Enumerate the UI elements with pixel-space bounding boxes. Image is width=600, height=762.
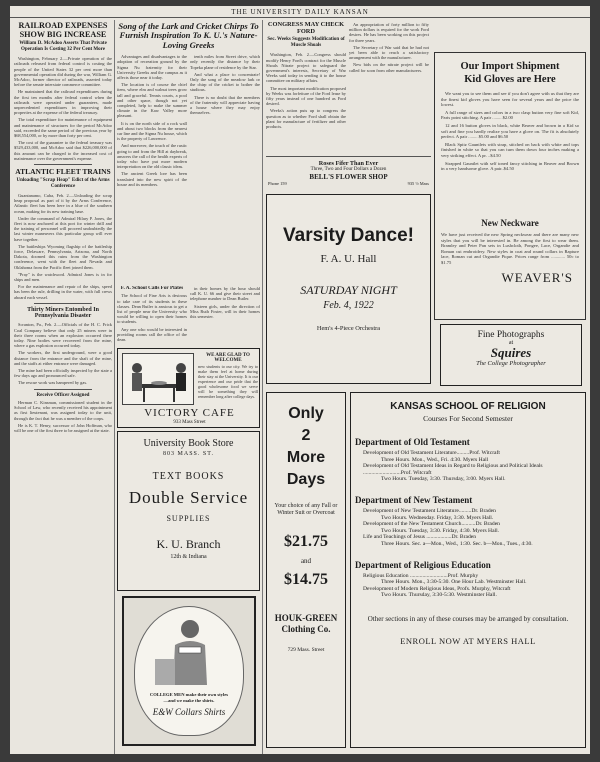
bookstore-double-service: Double Service (128, 488, 249, 507)
houk-name: HOUK-GREEN Clothing Co. (274, 613, 338, 634)
paragraph: Any one who would be interested in providing rooms call the office of the dean. (117, 326, 187, 343)
column-rule (114, 20, 115, 754)
photos-at: at (508, 340, 514, 346)
article-fine-arts-body (117, 293, 187, 342)
continued-body (190, 54, 260, 115)
column-1 (14, 22, 112, 752)
article-railroad-body (14, 56, 112, 161)
houk-green-ad (266, 392, 346, 748)
ad-oval (134, 606, 244, 736)
religion-title: KANSAS SCHOOL OF RELIGION (390, 401, 546, 412)
neckware-ad (434, 212, 586, 320)
course: Development of Modern Religious Ideas, Profs. Murphy, Witcraft (363, 585, 511, 592)
paragraph: Sixteen girls, under the direction of Miss Ruth Foster, will in their homes this semester. (190, 303, 260, 320)
bookstore-branch: K. U. Branch (156, 537, 221, 551)
dance-band: Hem's 4-Piece Orchestra (316, 325, 381, 332)
houk-price-1: $21.75 (284, 533, 328, 550)
bookstore-address: 803 MASS. ST. (163, 451, 214, 457)
bookstore-ad (117, 431, 260, 591)
squires-photo-ad (440, 324, 582, 386)
article-lark-body (117, 54, 187, 189)
course-schedule: Three Hours. Mon., 3:30-5:30. One Hour Lab. Westminster Hall. (381, 579, 527, 586)
paragraph: He maintained that the railroad expenditures during the first ten months after federal control when the railroads were operated under guarantees, made unprecedented expenditures in improving their properties at the expense of the federal treasury. (14, 89, 112, 116)
paragraph: The workers, the first underground, were a good distance from the entrance and the shaft of the mine, and the staffs at either entrance were damaged. (14, 350, 112, 366)
paragraph: The location is of course the chief item, where elm and walnut trees grow tall and graceful. Tennis courts, a pool and other space, though not yet completed, help to make the summer climate in the Kaw Valley more pleasant. (117, 82, 187, 119)
paragraph: The School of Fine Arts is desirous to take care of its students in these classes. Dean Butler is anxious to get a list of people near the University who would be willing to open their homes to students. (117, 293, 187, 325)
religion-ad (350, 392, 586, 748)
paragraph: Advantages and disadvantages to the adoption of recreation ground by the Sigma Nu fraternity for their University Greeks and the campus as it affects those near it today. (117, 54, 187, 81)
roses-shop: BELL'S FLOWER SHOP (309, 173, 388, 181)
headline-officer: Receive Officer Assigned (36, 392, 90, 398)
divider (34, 164, 92, 165)
religion-enroll: ENROLL NOW AT MYERS HALL (400, 635, 536, 646)
college-man-illustration (135, 607, 245, 687)
course-schedule: Two Hours. Tuesday, 3:30. Thursday, 3:00. Myers Hall. (381, 476, 506, 483)
article-atlantic-body (14, 193, 112, 300)
paragraph: "Pray" is the watchword. Admiral Jones is in for ships and men. (14, 271, 112, 282)
paragraph: And what a place to concentrate! Only the song of the meadow lark or the chirp of the cricket to bother the studious. (190, 71, 260, 93)
column-2-top (117, 22, 260, 325)
ad-slogan: COLLEGE MEN make their own styles—and we make the shirts. (149, 692, 229, 703)
import-body (435, 85, 585, 172)
ad-brand: E&W Collars Shirts (152, 707, 226, 718)
paragraph: There is no doubt that the members of the fraternity will appreciate having a house where they may enjoy themselves. (190, 94, 260, 116)
bookstore-supplies: SUPPLIES (166, 514, 211, 523)
houk-choice: Your choice of any Fall or Winter Suit or Overcoat (274, 503, 338, 516)
paragraph: The Secretary of War said that he had not yet been able to reach a satisfactory arrangement with the manufacturer. (349, 44, 429, 61)
diners-illustration (123, 354, 194, 405)
paragraph: An appropriation of forty million to fifty million dollars is required for the work Ford desires. He has been working on this project for three years. (349, 22, 429, 43)
course: Religious Education ...........................Prof. Murphy (363, 572, 479, 579)
dept-religious-education: Department of Religious Education (355, 559, 491, 570)
cafe-name: VICTORY CAFE (144, 407, 235, 419)
subhead-ford: Sec. Weeks Suggests Modification of Muscle Shoals (267, 37, 345, 49)
divider (34, 303, 92, 304)
course-schedule: Two Hours. Thursday, 3:30-5:30. Westminster Hall. (381, 592, 497, 599)
paragraph: Strapped Gauntlet with self toned fancy stitching in Beaver and Brown in a very handsome glove. A pair..$4.50 (441, 160, 579, 172)
paragraph: We want you to see them and see if you don't agree with us that they are the finest kid gloves you have seen for several years and the price the lowest. (441, 91, 579, 108)
article-officer-body (14, 400, 112, 433)
paragraph: The battleships Wyoming flagship of the battleship force, Delaware, Pennsylvania, Arizona, and North Dakota, doomed this ruins from the Washington conference, went with the fleet and Nevada and Oklahoma from the Pacific fleet joined them. (14, 243, 112, 270)
newspaper-page (10, 6, 590, 754)
headline-fine-arts: F. A. School Calls For Plates (120, 286, 184, 291)
houk-more: More (286, 449, 326, 466)
bookstore-textbooks: TEXT BOOKS (152, 471, 225, 482)
houk-only: Only (288, 405, 324, 422)
import-title-2: Kid Gloves are Here (464, 74, 556, 85)
cafe-welcome (198, 353, 258, 399)
photos-title: Fine Photographs (477, 330, 545, 340)
dept-old-testament: Department of Old Testament (355, 437, 470, 447)
ford-article-continued (349, 22, 429, 152)
course-schedule: Two Hours. Wednesday. Friday, 3:30. Myers Hall. (381, 514, 494, 521)
houk-and: and (300, 557, 312, 565)
fine-arts-continued (190, 286, 260, 346)
paragraph: Scranton, Pa., Feb. 2.—Officials of the H. C. Frick Coal Company believe that only 25 miners were in their three rooms when an explosion occurred there today. Nine bodies were recovered from the mine, where a gas explosion occurred today. (14, 322, 112, 349)
cafe-illustration (122, 353, 194, 405)
paragraph: Weeks's action puts up to congress the question as to whether Ford shall obtain the plant for manufacture of fertilizer and other products. (266, 108, 346, 130)
paragraph: The rescue work was hampered by gas. (18, 380, 88, 386)
import-gloves-ad (434, 52, 586, 212)
roses-ad (266, 156, 431, 192)
course-schedule: Three Hours. Sec. a—Mon., Wed., 1:30. Sec. b—Mon., Tues., 4:30. (381, 540, 533, 547)
masthead (10, 6, 590, 18)
course-schedule: Three Hours. Mon., Wed., Fri. 4:30. Myers Hall (381, 456, 489, 463)
cafe-welcome-body: new students to our city. We try to make them feel at home during their stay at the University. It is our experience and our pride that the good wholesome food we serve will be something they will remember long after college days. (198, 363, 258, 399)
paragraph: Black Spitz Gauntlets with strap, stitched on back with white and tops finished in white so that you can turn them down four inches making a very striking effect. A pr. ..$4.50 (441, 141, 579, 158)
article-lark-continued (190, 54, 260, 189)
roses-footer (266, 181, 431, 186)
headline-atlantic: ATLANTIC FLEET TRAINS (15, 167, 111, 177)
paragraph: New bids on the nitrate project will be called for soon from other manufacturers. (349, 62, 429, 73)
dance-date: Feb. 4, 1922 (323, 300, 374, 311)
squires-name: Squires (490, 345, 532, 360)
roses-line2: Three, Two and Four Dollars a Dozen (310, 167, 387, 172)
houk-days: Days (286, 471, 326, 488)
headline-railroad: RAILROAD EXPENSES SHOW BIG INCREASE (18, 22, 108, 39)
houk-number: 2 (301, 427, 311, 444)
religion-other: Other sections in any of these courses may be arranged by consultation. (367, 614, 569, 623)
paragraph: 12 and 16 button gloves in black, white Beaver and brown in a Kid so soft and fine you hardly realize you have a glove on. The fit is absolutely perfect. A pair ........ $5.00 and $6.50 (441, 122, 579, 140)
bookstore-branch-address: 12th & Indiana (170, 554, 207, 560)
paragraph: And moreover, the touch of the rustic going to and from the Hill at daybreak, answers the call of the health experts of today who have put more modern interpretation on the old classic ideas. (117, 143, 187, 170)
paragraph: Washington, February 2.—Private operation of the railroads released from federal control is costing the people of the United States 32 per cent more than governmental operation did during the war, William G. McAdoo, former director of railroads, asserted today before the senate interstate commerce committee. (14, 56, 112, 88)
paragraph: It is on the north side of a rock wall and about two blocks from the nearest car line and the Sigma Nu house, which is the property of Lawrence. (117, 120, 187, 142)
roses-line1: Roses Fifer Than Ever (318, 160, 379, 167)
paragraph: in their homes by the hour should call K. U. 66 and give their street and telephone number to Dean Butler. (190, 286, 260, 302)
article-ford-continued-body (349, 22, 429, 73)
headline-lark: Song of the Lark and Cricket Chirps To Furnish Inspiration To K. U.'s Nature-Loving Greeks (118, 22, 259, 50)
paragraph: A full range of sizes and colors in a two clasp button very fine soft Kid, Paris point stitching. A pair ........ $2.00 (441, 109, 579, 121)
fine-arts-continued-body (190, 286, 260, 319)
bookstore-name: University Book Store (143, 438, 234, 449)
paragraph: The cost of the guarantee to the federal treasury was $529,433,000, and McAdoo said that $226,000,000 of this amount can be charged to the increased cost of maintenance over the government's expense. (14, 140, 112, 161)
import-title-1: Our Import Shipment (460, 61, 560, 72)
paragraph: The total expenditure for maintenance of equipment and maintenance of structures for the period McAdoo said, exceeded the same period of the previous year by $68,554,000, or by more than forty per cent. (14, 117, 112, 139)
paragraph: tenth miles from Street drive, which only recently the distance by their Topeka plane of residence by the Star. (190, 54, 260, 70)
course: Development of Old Testament Ideas in Regard to Religious and Political Ideals ...........................Prof. Witcraft (363, 463, 543, 476)
paragraph: Guantanamo, Cuba, Feb. 2.—Unloading the scrap heap proposal as part of it by the Arms Conference, Atlantic fleet has been here in a blue of the southern ocean, making for its new training base. (14, 192, 112, 214)
dance-when: SATURDAY NIGHT (300, 283, 397, 297)
paragraph: The mine had been officially inspected by the state a few days ago and pronounced safe. (14, 368, 112, 379)
weavers-name: WEAVER'S (501, 269, 573, 285)
roses-address: 935 ½ Mass (407, 181, 429, 186)
course: Life and Teachings of Jesus ..................Dr. Braden (363, 534, 477, 541)
paragraph: Washington, Feb. 2.—Congress should modify Henry Ford's contract for the Muscle Shoals Nitrate project to safeguard the government's interests, Secretary of War Weeks said today in sending it to the house committee on military affairs. (266, 52, 346, 84)
houk-price-2: $14.75 (284, 571, 328, 588)
headline-miners: Thirty Miners Entombed In Pennsylvania Disaster (27, 306, 99, 320)
paragraph: Herman C. Kinsman, commissioned student in the School of Law, who recently received his appointment as first lieutenant, was assigned today to the unit, through the fact that he was a member of the corps. (14, 399, 112, 421)
subhead-railroad: William D. McAdoo Asserts That Private Operation Is Costing 32 Per Cent More (19, 41, 107, 53)
dept-new-testament: Department of New Testament (355, 494, 473, 505)
article-ford-body (266, 52, 346, 129)
neckware-body: We have just received the new Spring neckwear and there are many new styles that you will be interested in. Be among the first to wear them. Bramley and Peter Pan sets in Lushcloth, Pongee, Lace, Organdie and Roman cut embroidery. New styles in coat and round collars in Rapture lace, Roman cut and Organdie Pique. Prices range from ............ 50c to $1.75 (441, 232, 579, 265)
varsity-dance-ad (266, 194, 431, 384)
lark-columns (117, 54, 260, 189)
paragraph: Under the command of Admiral Hilary P. Jones, the fleet is now anchored at this port for winter drill and the training of personnel will proceed undoubtedly the last winter maneuvers this particular group will ever have together. (14, 215, 112, 242)
subhead-atlantic: Unloading "Scrap Heap" Edict of the Arms Conference (16, 177, 110, 189)
course: Development of Old Testament Literature.........Prof. Witcraft (363, 450, 500, 456)
paragraph: The ancient Greek lore has been translated into the new spirit of the house and its members. (117, 171, 187, 187)
college-shirts-ad (122, 596, 256, 746)
victory-cafe-ad (117, 348, 260, 428)
column-rule (262, 20, 263, 754)
fine-arts-article (117, 286, 187, 346)
houk-address: 729 Mass. Street (287, 647, 325, 653)
masthead-title: THE UNIVERSITY DAILY KANSAN (231, 8, 369, 16)
neckware-title: New Neckware (481, 218, 539, 228)
article-miners-body (14, 322, 112, 385)
roses-phone: Phone 159 (268, 181, 287, 186)
headline-ford: CONGRESS MAY CHECK FORD (267, 22, 345, 35)
cafe-welcome-title: WE ARE GLAD TO WELCOME (206, 353, 250, 364)
paragraph: For the maintenance and repair of the ships, speed has been the rule, drilling in the water, with full crews aboard each vessel. (14, 284, 112, 300)
divider (34, 389, 92, 390)
cafe-address: 933 Mass Street (173, 420, 206, 425)
course: Development of the New Testament Church..........Dr. Braden (363, 521, 500, 528)
course: Development of New Testament Literature.........Dr. Braden (363, 507, 496, 514)
course-schedule: Two Hours. Tuesday, 3:30. Friday, 4:30. Myers Hall. (381, 527, 500, 534)
dance-title: Varsity Dance! (283, 225, 414, 246)
paragraph: He is K. T. Henry, successor of John Hoffman, who will be one of the first three to be assigned at the state. (14, 422, 112, 433)
religion-sub: Courses For Second Semester (423, 414, 513, 423)
dance-hall: F. A. U. Hall (320, 253, 377, 265)
photos-sub: The College Photographer (476, 360, 546, 367)
paragraph: The most important modification proposed by Weeks was forfeiture of the Ford lease by fifty years instead of one hundred as Ford desired. (266, 85, 346, 107)
